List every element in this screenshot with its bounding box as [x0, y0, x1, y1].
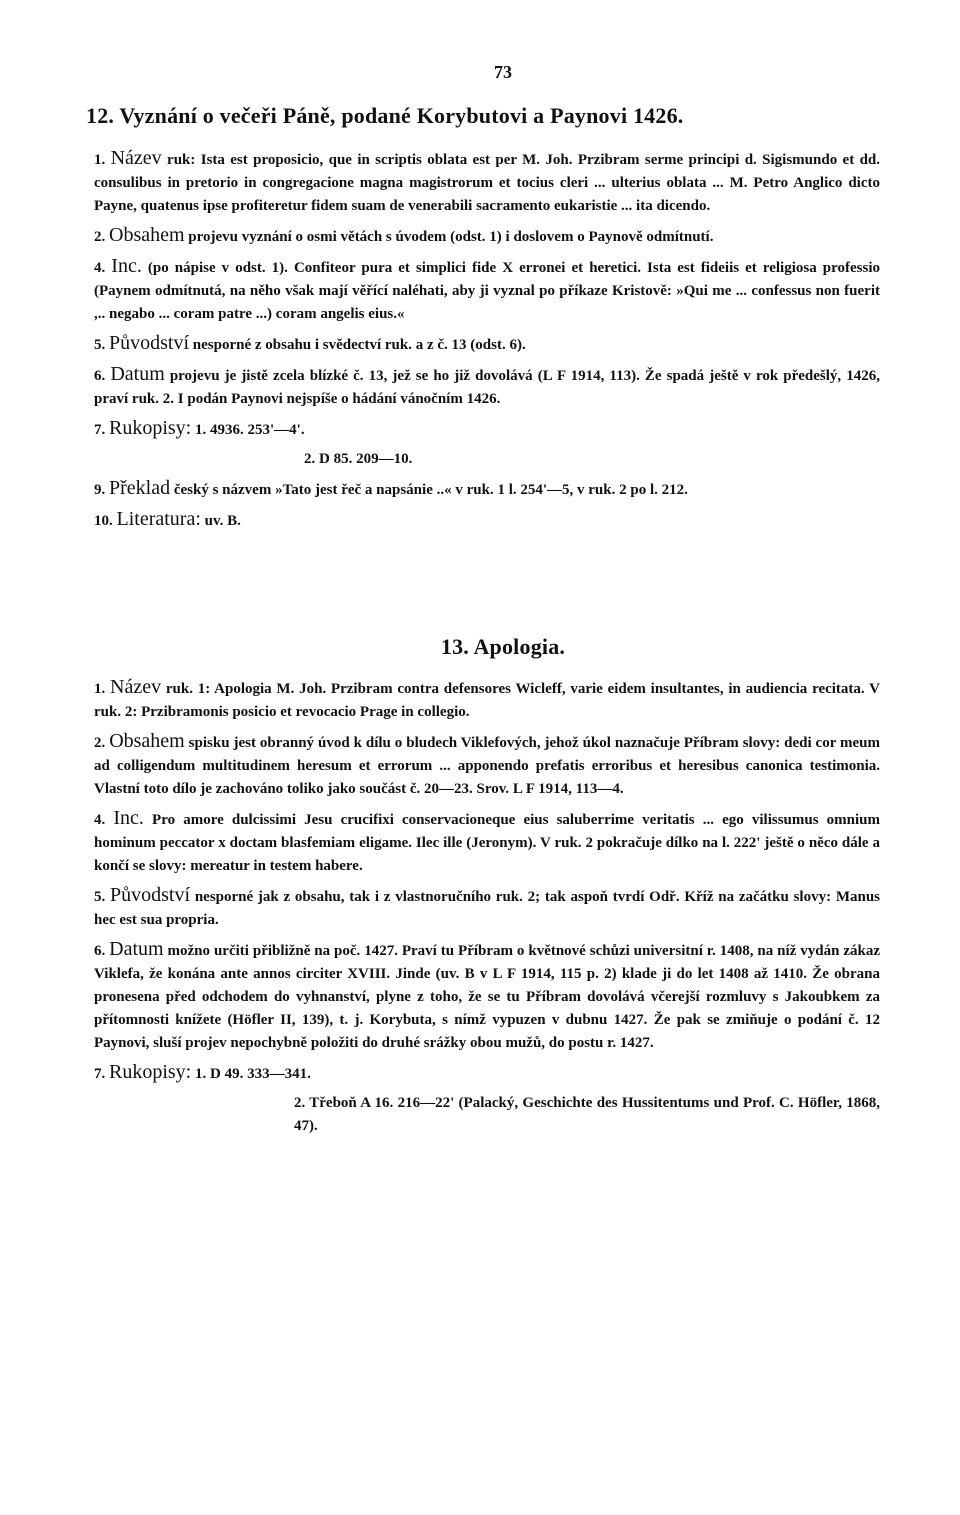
sec12-obsahem: 2. Obsahem projevu vyznání o osmi větách s úvodem (odst. 1) i doslovem o Paynově odmítnutí.: [94, 224, 714, 246]
sec13-datum: 6. Datum možno určiti přibližně na poč. 1427. Praví tu Příbram o květnové schůzi universitní r. 1408, na níž vydán zákaz Viklefa, že konána ante annos circiter XVIII. Jinde (uv. B v L F 1914, 115 p. 2) klade ji do let 1408 až 1410. Že obrana pronesena před odchodem do vyhnanství, plyne z toho, že se tu Příbram dovolává včerejší rozmluvy s Jakoubkem za přítomnosti knížete (Höfler II, 139), t. j. Korybuta, s nímž vypuzen v dubnu 1427. Že pak se zmiňuje o podání č. 12 Paynovi, sluší projev nepochybně položiti do druhé srážky obou mužů, do postu r. 1427.: [94, 938, 881, 1051]
sec12-nazev: 1. Název ruk: Ista est proposicio, que in scriptis oblata est per M. Joh. Przibram serme principi d. Sigismundo et dd. consulibus in pretorio in congregacione magna magistrorum et tocius cleri ... ulterius oblata ... M. Petro Anglico dicto Payne, quatenus ipse profiteretur fidem suam de venerabili sacramento eukaristie ... ita dicendo.: [94, 147, 880, 214]
sec13-inc: 4. Inc. Pro amore dulcissimi Jesu crucifixi conservacioneque eius saluberrime veritatis ... ego vilissumus omnium hominum peccator x doctam blasfemiam eligame. Ilec ille (Jeronym). V ruk. 2 pokračuje dílko na l. 222' ještě o něco dále a končí se slovy: mereatur in testem habere.: [94, 807, 881, 874]
sec12-puvodstvi: 5. Původství nesporné z obsahu i svědectví ruk. a z č. 13 (odst. 6).: [94, 332, 526, 354]
sec12-inc: 4. Inc. (po nápise v odst. 1). Confiteor pura et simplici fide X erronei et heretici. Ista est fideiis et religiosa professio (Paynem odmítnutá, na něho však mají věřící naléhati, aby ji vyznal po příkaze Kristově: »Qui me ... confessus non fuerit ,.. negabo ... coram patre ...) coram angelis eius.«: [94, 255, 880, 322]
sec12-literatura: 10. Literatura: uv. B.: [94, 508, 241, 530]
sec13-nazev: 1. Název ruk. 1: Apologia M. Joh. Przibram contra defensores Wicleff, varie eidem insultantes, in audiencia recitata. V ruk. 2: Przibramonis posicio et revocacio Prage in collegio.: [94, 676, 880, 720]
sec12-rukopisy: 7. Rukopisy: 1. 4936. 253'—4'.: [94, 417, 305, 439]
sec13-obsahem: 2. Obsahem spisku jest obranný úvod k dílu o bludech Viklefových, jehož úkol naznačuje Příbram slovy: dedi cor meum ad colligendum multitudinem heresum et errorum ... apponendo prefatis erroribus et heresibus canonica testimonia. Vlastní toto dílo je zachováno toliko jako součást č. 20—23. Srov. L F 1914, 113—4.: [94, 730, 881, 797]
sec13-puvodstvi: 5. Původství nesporné jak z obsahu, tak i z vlastnoručního ruk. 2; tak aspoň tvrdí Odř. Kříž na začátku slovy: Manus hec est sua propria.: [94, 884, 881, 928]
sec13-rukopisy: 7. Rukopisy: 1. D 49. 333—341.: [94, 1061, 311, 1083]
document-page: [86, 62, 880, 1144]
sec12-datum: 6. Datum projevu je jistě zcela blízké č. 13, jež se ho již dovolává (L F 1914, 113). Že spadá ještě v rok předešlý, 1426, praví ruk. 2. I podán Paynovi nejspíše o hádání vánočním 1426.: [94, 363, 880, 407]
section-gap: [86, 539, 880, 634]
section-12-title: 12. Vyznání o večeři Páně, podané Korybutovi a Paynovi 1426.: [86, 103, 684, 128]
sec12-preklad: 9. Překlad český s názvem »Tato jest řeč a napsánie ..« v ruk. 1 l. 254'—5, v ruk. 2 po l. 212.: [94, 477, 688, 499]
sec13-rukopisy-line2: 2. Třeboň A 16. 216—22' (Palacký, Geschichte des Hussitentums und Prof. C. Höfler, 1868, 47).: [294, 1095, 880, 1134]
sec12-rukopisy-line2: 2. D 85. 209—10.: [304, 451, 413, 467]
section-13-title: 13. Apologia.: [440, 634, 566, 659]
page-number: 73: [494, 62, 512, 82]
